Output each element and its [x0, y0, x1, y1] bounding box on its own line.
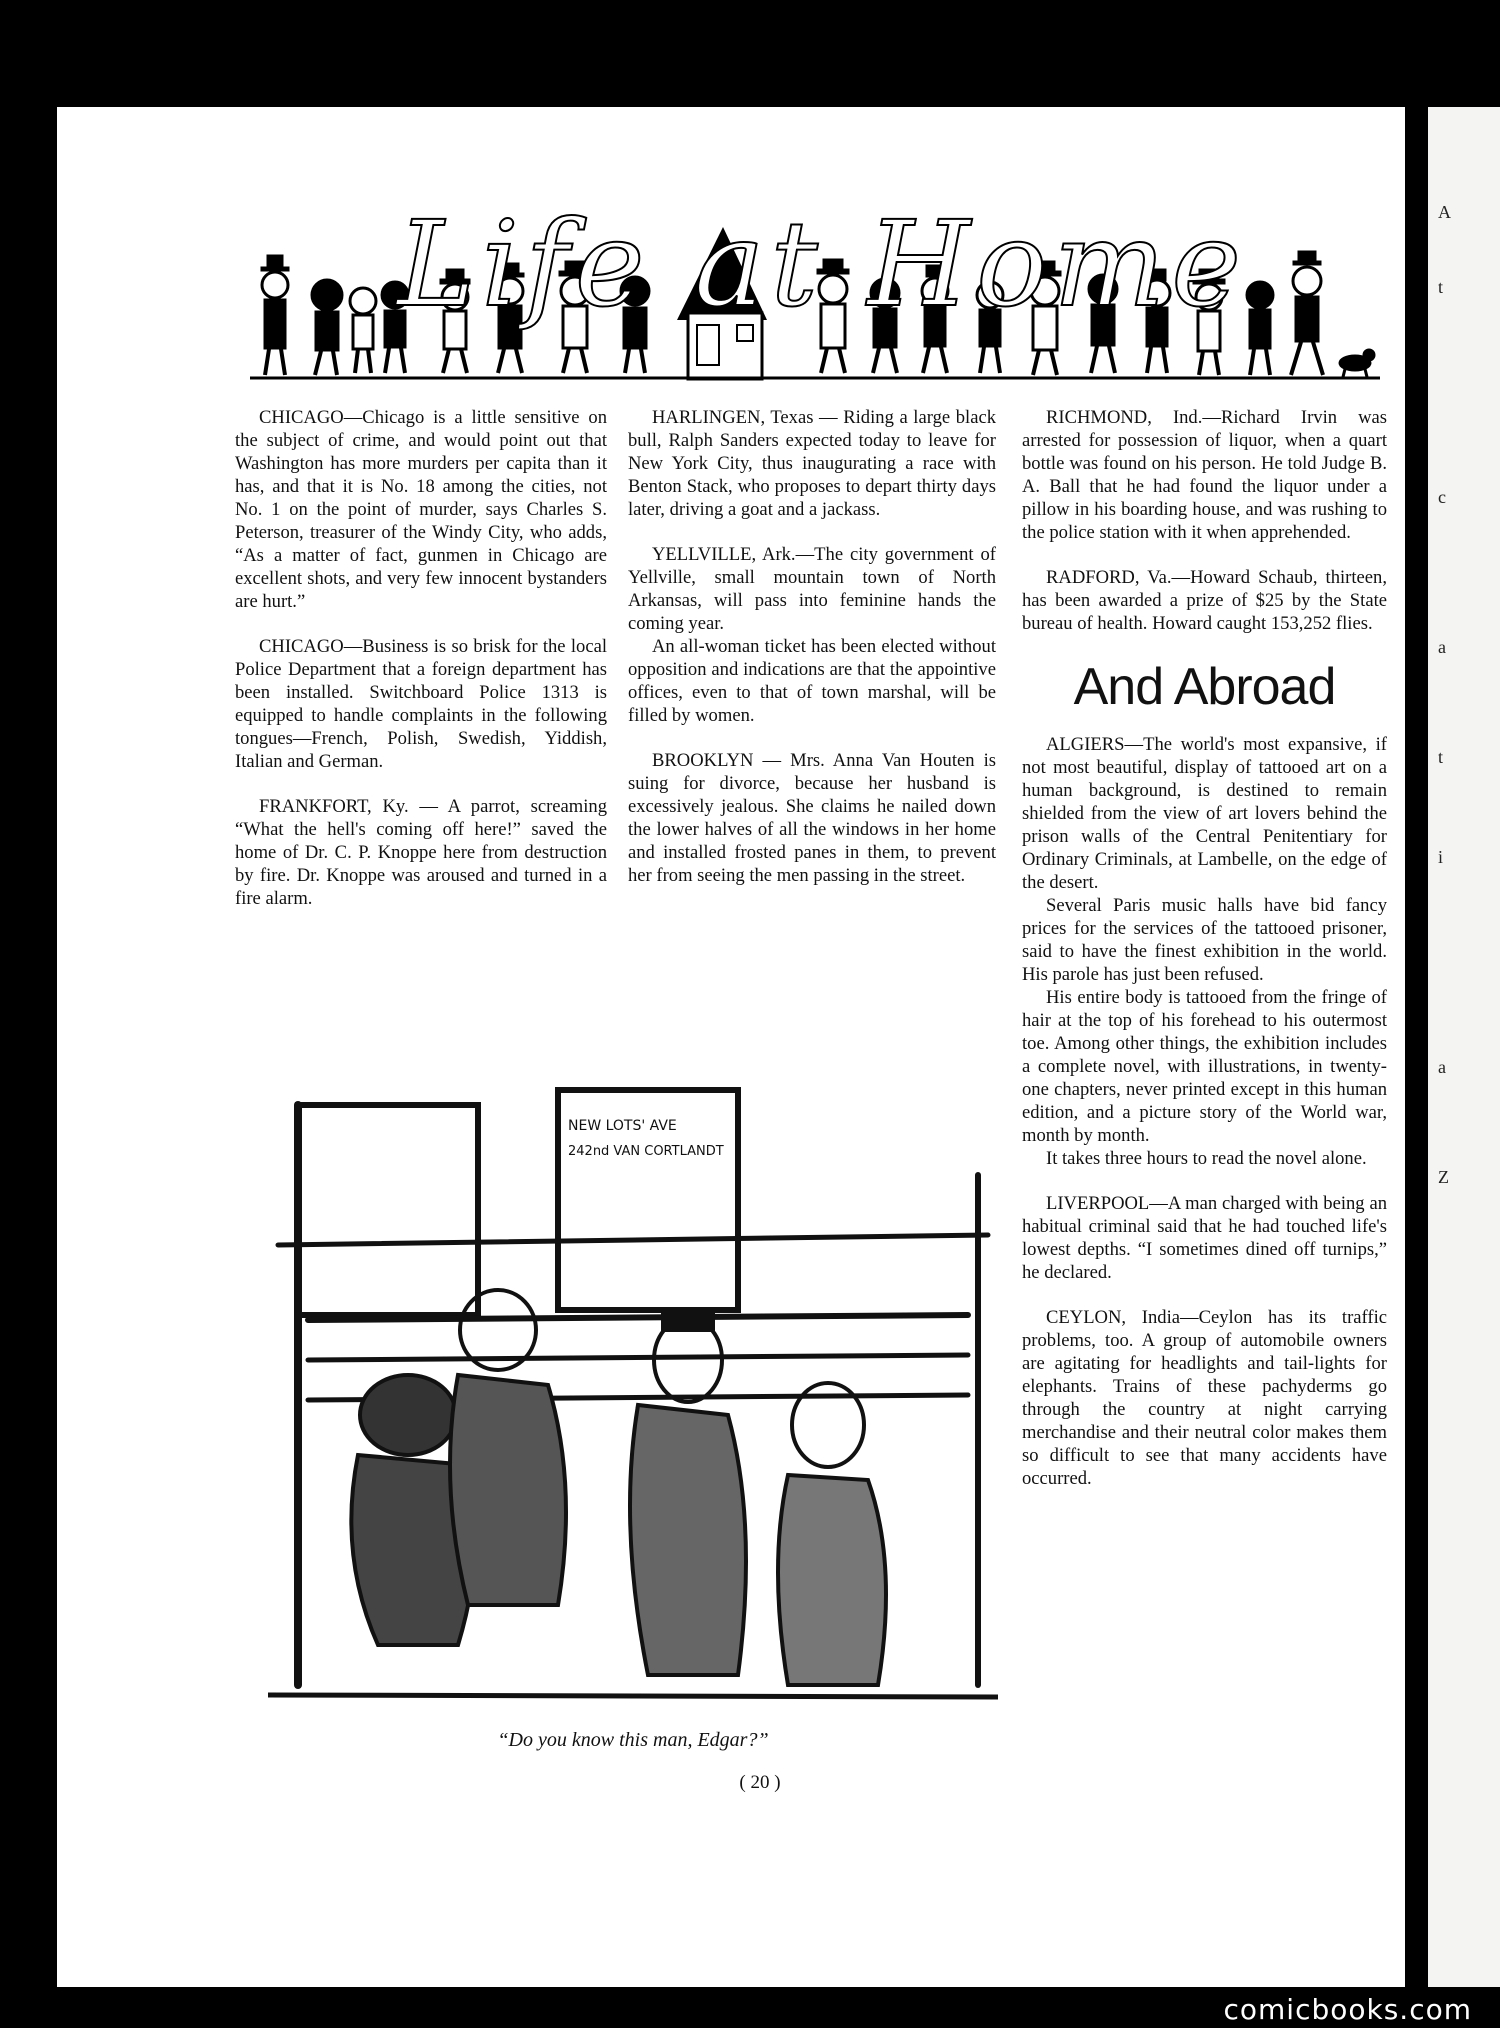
news-item-chicago-crime: CHICAGO—Chicago is a little sensitive on the subject of crime, and would point out that Washington has more murders per capita than it has, and that it is No. 18 among the cities, not No. 1 on the point of murder, says Charles S. Peterson, treasurer of the Windy City, who adds, “As a matter of fact, gunmen in Chicago are excellent shots, and very few innocent bystanders are hurt.” [235, 407, 607, 612]
news-item-yellville-cont: An all-woman ticket has been elected without opposition and indications are that the appointive offices, even to that of town marshal, will be filled by women. [628, 636, 996, 726]
news-item-brooklyn: BROOKLYN — Mrs. Anna Van Houten is suing for divorce, because her husband is excessively jealous. She claims he nailed down the lower halves of all the windows in her home and installed frosted panes in them, to prevent her from seeing the men passing in the street. [628, 750, 996, 886]
life-at-home-banner [245, 195, 1385, 385]
column-3 [1022, 406, 1387, 1512]
cartoon-caption: “Do you know this man, Edgar?” [497, 1729, 769, 1751]
news-item-radford: RADFORD, Va.—Howard Schaub, thirteen, has been awarded a prize of $25 by the State bureau of health. Howard caught 153,252 flies. [1022, 567, 1387, 634]
column-1 [235, 406, 607, 932]
news-item-richmond: RICHMOND, Ind.—Richard Irvin was arrested for possession of liquor, when a quart bottle was found on his person. He told Judge B. A. Ball that he had found the liquor under a pillow in his boarding house, and was rushing to the police station with it when apprehended. [1022, 407, 1387, 543]
news-item-yellville: YELLVILLE, Ark.—The city government of Yellville, small mountain town of North Arkansas, will pass into feminine hands the coming year. [628, 544, 996, 634]
subway-sign-line-2: 242nd VAN CORTLANDT [568, 1144, 724, 1159]
news-item-algiers-novel: It takes three hours to read the novel alone. [1046, 1148, 1367, 1169]
news-item-harlingen: HARLINGEN, Texas — Riding a large black bull, Ralph Sanders expected today to leave for New York City, thus inaugurating a race with Benton Stack, who proposes to depart thirty days later, driving a goat and a jackass. [628, 407, 996, 520]
page-number: ( 20 ) [739, 1772, 781, 1793]
site-watermark: comicbooks.com [1223, 1993, 1472, 2026]
column-2 [628, 406, 996, 909]
adjacent-page-edge: A t c a t i a Z [1428, 107, 1500, 1987]
news-item-chicago-police: CHICAGO—Business is so brisk for the local Police Department that a foreign department has been installed. Switchboard Police 1313 is equipped to handle complaints in the following tongues—French, Polish, Swedish, Yiddish, Italian and German. [235, 636, 607, 772]
news-item-algiers-paris: Several Paris music halls have bid fancy prices for the services of the tattooed prisoner, said to have the finest exhibition in the world. His parole has just been refused. [1022, 895, 1387, 985]
news-item-algiers-tattoo: His entire body is tattooed from the fringe of hair at the top of his forehead to his outermost toe. Among other things, the exhibition includes a complete novel, with illustrations, in twenty-one chapters, never printed except in this human edition, and a picture story of the World war, month by month. [1022, 987, 1387, 1146]
cartoon-illustration [268, 1085, 998, 1705]
page-gutter [1405, 107, 1430, 1987]
subway-cartoon [268, 1085, 998, 1705]
subway-sign-line-1: NEW LOTS' AVE [568, 1118, 677, 1134]
news-item-liverpool: LIVERPOOL—A man charged with being an habitual criminal said that he had touched life's lowest depths. “I sometimes dined off turnips,” he declared. [1022, 1193, 1387, 1283]
news-item-algiers: ALGIERS—The world's most expansive, if not most beautiful, display of tattooed art on a human background, is destined to remain shielded from the view of art lovers behind the prison walls of the Central Penitentiary for Ordinary Criminals, at Lambelle, on the edge of the desert. [1022, 734, 1387, 893]
news-item-ceylon: CEYLON, India—Ceylon has its traffic problems, too. A group of automobile owners are agitating for headlights and tail-lights for elephants. Trains of these pachyderms go through the country at night carrying merchandise and their neutral color makes them so difficult to see that many accidents have occurred. [1022, 1307, 1387, 1489]
banner-title: Life at Home [397, 195, 1248, 333]
news-item-frankfort: FRANKFORT, Ky. — A parrot, screaming “What the hell's coming off here!” saved the home of Dr. C. P. Knoppe here from destruction by fire. Dr. Knoppe was aroused and turned in a fire alarm. [235, 796, 607, 909]
and-abroad-heading: And Abroad [1073, 658, 1336, 716]
